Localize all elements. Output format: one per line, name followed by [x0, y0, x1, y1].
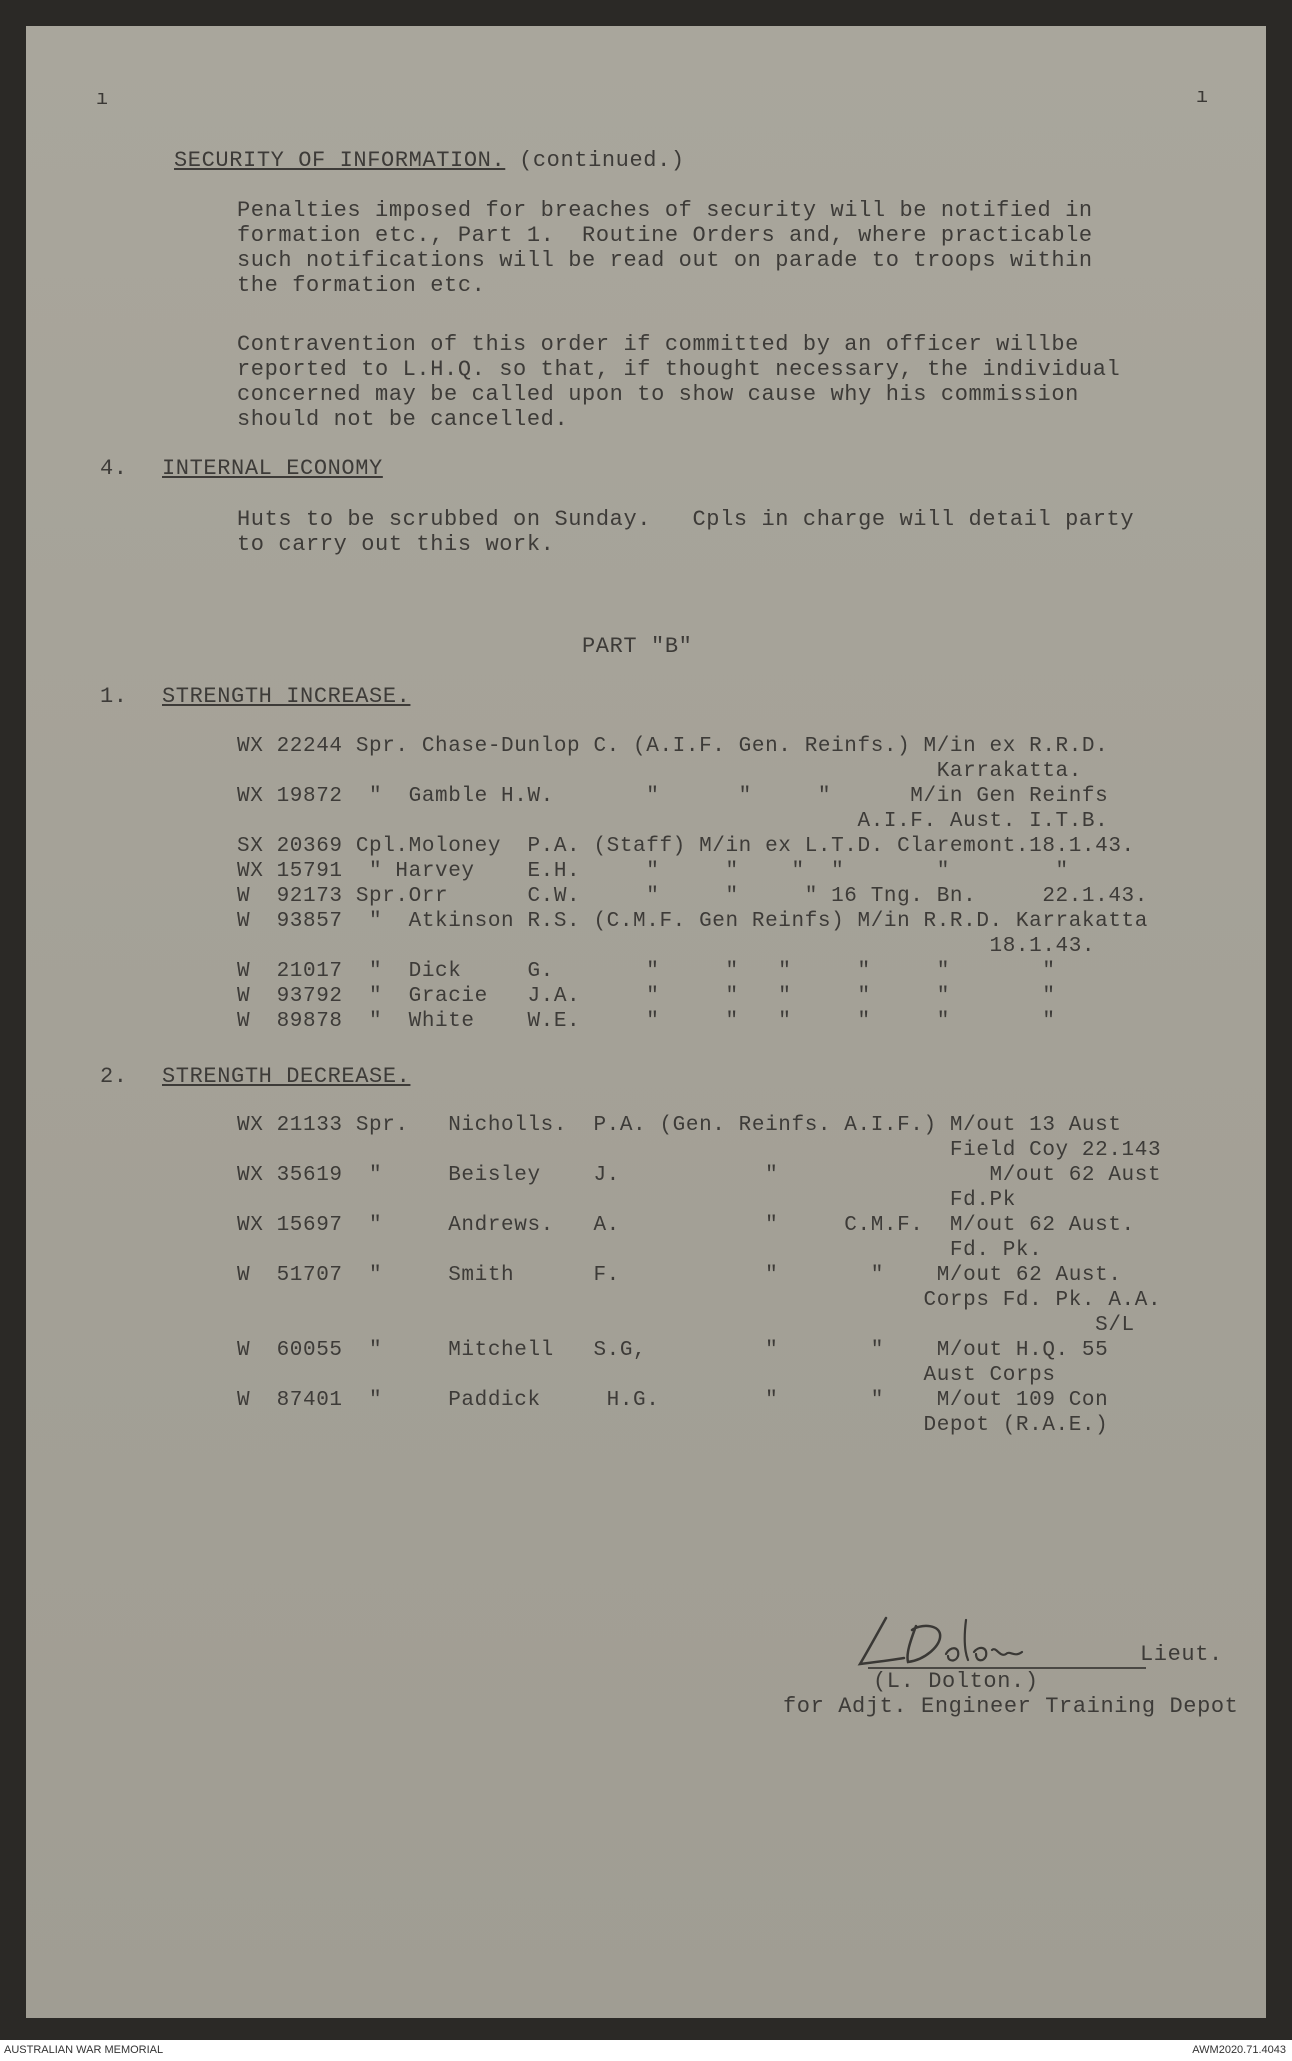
- decrease-line: Corps Fd. Pk. A.A.: [237, 1289, 1162, 1312]
- internal-line: Huts to be scrubbed on Sunday. Cpls in charge will detail party: [237, 507, 1135, 532]
- increase-line: WX 22244 Spr. Chase-Dunlop C. (A.I.F. Gen. Reinfs.) M/in ex R.R.D.: [237, 735, 1109, 758]
- decrease-line: WX 35619 " Beisley J. " M/out 62 Aust: [237, 1164, 1162, 1187]
- part-b-title: PART "B": [582, 634, 693, 659]
- increase-heading: STRENGTH INCREASE.: [162, 684, 411, 709]
- decrease-line: Aust Corps: [237, 1364, 1056, 1387]
- decrease-line: W 60055 " Mitchell S.G, " " M/out H.Q. 55: [237, 1339, 1109, 1362]
- footer-accession: AWM2020.71.4043: [1192, 2044, 1286, 2056]
- increase-line: Karrakatta.: [237, 760, 1082, 783]
- decrease-line: Depot (R.A.E.): [237, 1414, 1109, 1437]
- footer-institution: AUSTRALIAN WAR MEMORIAL: [4, 2044, 164, 2056]
- security-heading-suffix: (continued.): [505, 148, 685, 173]
- security-para1-line: formation etc., Part 1. Routine Orders and, where practicable: [237, 223, 1093, 248]
- margin-mark: ı: [96, 88, 109, 111]
- decrease-line: Field Coy 22.143: [237, 1139, 1162, 1162]
- increase-line: W 93857 " Atkinson R.S. (C.M.F. Gen Reinfs) M/in R.R.D. Karrakatta: [237, 910, 1148, 933]
- increase-line: WX 19872 " Gamble H.W. " " " M/in Gen Reinfs: [237, 785, 1109, 808]
- signature-for-line: for Adjt. Engineer Training Depot: [783, 1694, 1239, 1719]
- signature-name: (L. Dolton.): [873, 1669, 1039, 1694]
- increase-line: W 93792 " Gracie J.A. " " " " " ": [237, 985, 1056, 1008]
- decrease-line: W 87401 " Paddick H.G. " " M/out 109 Con: [237, 1389, 1109, 1412]
- handwritten-signature: [846, 1606, 1076, 1676]
- increase-line: WX 15791 " Harvey E.H. " " " " " ": [237, 860, 1069, 883]
- security-heading-line: [174, 148, 685, 173]
- increase-line: SX 20369 Cpl.Moloney P.A. (Staff) M/in ex L.T.D. Claremont.18.1.43.: [237, 835, 1135, 858]
- decrease-line: Fd. Pk.: [237, 1239, 1043, 1262]
- internal-number: 4.: [100, 456, 128, 481]
- security-para1-line: Penalties imposed for breaches of security will be notified in: [237, 198, 1093, 223]
- security-para2-line: Contravention of this order if committed by an officer willbe: [237, 332, 1079, 357]
- decrease-number: 2.: [100, 1064, 128, 1089]
- decrease-line: WX 15697 " Andrews. A. " C.M.F. M/out 62 Aust.: [237, 1214, 1135, 1237]
- increase-number: 1.: [100, 684, 128, 709]
- increase-line: W 21017 " Dick G. " " " " " ": [237, 960, 1056, 983]
- decrease-line: Fd.Pk: [237, 1189, 1016, 1212]
- decrease-heading: STRENGTH DECREASE.: [162, 1064, 411, 1089]
- increase-line: 18.1.43.: [237, 935, 1096, 958]
- security-para2-line: concerned may be called upon to show cause why his commission: [237, 382, 1079, 407]
- margin-mark: ı: [1196, 86, 1209, 109]
- security-heading: SECURITY OF INFORMATION.: [174, 148, 506, 173]
- internal-line: to carry out this work.: [237, 532, 555, 557]
- security-para1-line: the formation etc.: [237, 273, 486, 298]
- security-para1-line: such notifications will be read out on parade to troops within: [237, 248, 1093, 273]
- decrease-line: W 51707 " Smith F. " " M/out 62 Aust.: [237, 1264, 1122, 1287]
- security-para2-line: reported to L.H.Q. so that, if thought necessary, the individual: [237, 357, 1121, 382]
- decrease-line: WX 21133 Spr. Nicholls. P.A. (Gen. Reinfs. A.I.F.) M/out 13 Aust: [237, 1114, 1122, 1137]
- signature-rank: Lieut.: [1140, 1642, 1223, 1667]
- security-para2-line: should not be cancelled.: [237, 407, 569, 432]
- internal-heading: INTERNAL ECONOMY: [162, 456, 383, 481]
- document-page: [26, 26, 1266, 2018]
- increase-line: W 92173 Spr.Orr C.W. " " " 16 Tng. Bn. 22.1.43.: [237, 885, 1148, 908]
- archive-footer: [0, 2040, 1292, 2061]
- increase-line: A.I.F. Aust. I.T.B.: [237, 810, 1109, 833]
- increase-line: W 89878 " White W.E. " " " " " ": [237, 1010, 1056, 1033]
- decrease-line: S/L: [237, 1314, 1135, 1337]
